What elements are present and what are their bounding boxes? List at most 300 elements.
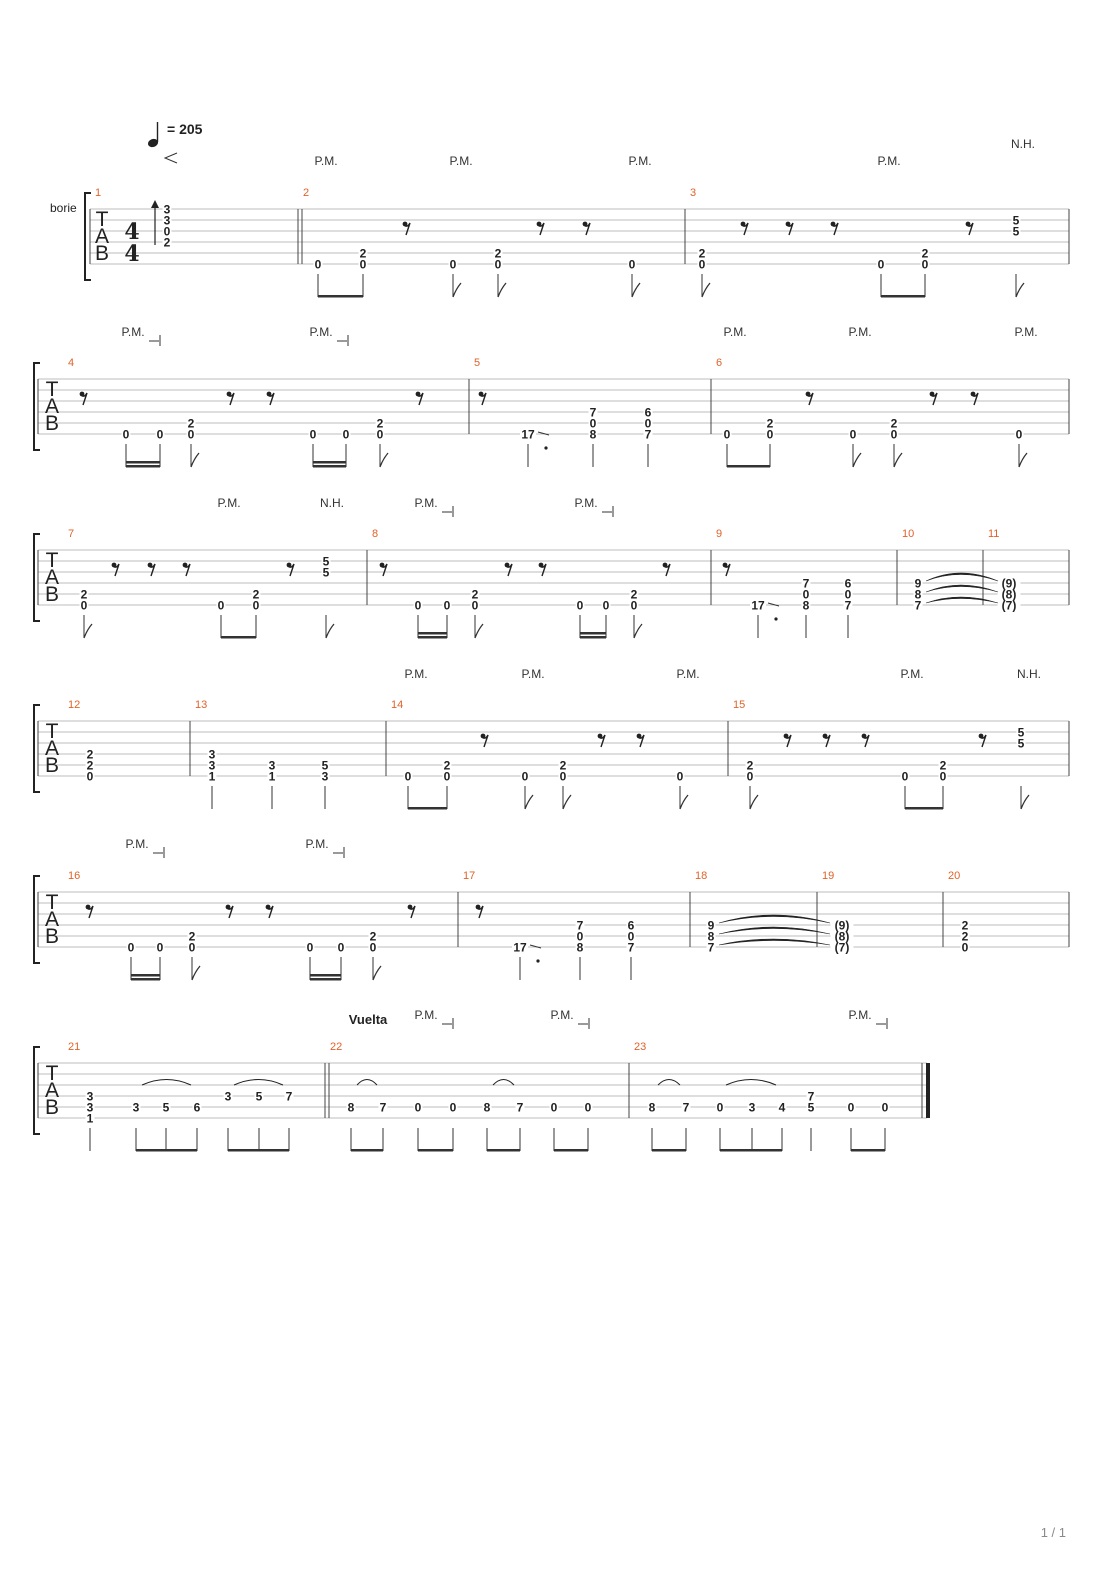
fret-number: 0 xyxy=(342,427,350,442)
fret-number: 2 xyxy=(494,246,502,261)
tab-clef-letter: T xyxy=(45,378,59,401)
slur-arc xyxy=(493,1080,514,1086)
eighth-rest-icon xyxy=(583,222,590,235)
measure-number: 15 xyxy=(733,699,746,711)
palm-mute-marker: P.M. xyxy=(574,496,598,510)
eighth-rest-icon xyxy=(112,563,119,576)
eighth-rest-icon xyxy=(537,222,544,235)
fret-number: 17 xyxy=(521,427,535,442)
tab-clef-letter: A xyxy=(44,566,60,589)
fret-number: 2 xyxy=(766,416,774,431)
slur-arc xyxy=(658,1080,680,1086)
fret-number: 8 xyxy=(589,427,597,442)
fret-number: (9) xyxy=(1001,576,1017,591)
fret-number: 4 xyxy=(778,1100,786,1115)
slur-arc xyxy=(357,1080,377,1086)
fret-number: 0 xyxy=(309,427,317,442)
natural-harmonic-marker: N.H. xyxy=(1017,667,1041,681)
fret-number: 2 xyxy=(376,416,384,431)
fret-number: 0 xyxy=(628,257,636,272)
fret-number: 0 xyxy=(877,257,885,272)
fret-number: 0 xyxy=(404,769,412,784)
measure-number: 20 xyxy=(948,870,961,882)
fret-number: 0 xyxy=(252,598,260,613)
eighth-rest-icon xyxy=(823,734,830,747)
note-beam xyxy=(487,1149,520,1152)
fret-number: 9 xyxy=(914,576,922,591)
palm-mute-marker: P.M. xyxy=(900,667,924,681)
palm-mute-marker: P.M. xyxy=(550,1008,574,1022)
note-flag xyxy=(563,795,571,809)
fret-number: 1 xyxy=(86,1111,94,1126)
measure-number: 5 xyxy=(474,357,481,369)
fret-number: 2 xyxy=(630,587,638,602)
fret-number: 0 xyxy=(187,427,195,442)
fret-number: 0 xyxy=(156,940,164,955)
fret-number: 5 xyxy=(162,1100,170,1115)
eighth-rest-icon xyxy=(287,563,294,576)
eighth-rest-icon xyxy=(784,734,791,747)
tab-clef-letter: B xyxy=(44,754,60,777)
palm-mute-marker: P.M. xyxy=(414,1008,438,1022)
palm-mute-marker: P.M. xyxy=(309,325,333,339)
measure-number: 3 xyxy=(690,187,697,199)
fret-number: 0 xyxy=(881,1100,889,1115)
fret-number: 2 xyxy=(559,758,567,773)
note-flag xyxy=(1021,795,1029,809)
dot-icon xyxy=(774,617,777,620)
tab-system xyxy=(34,705,1069,810)
fret-number: 0 xyxy=(766,427,774,442)
note-flag xyxy=(192,966,200,980)
fret-number: 0 xyxy=(471,598,479,613)
eighth-rest-icon xyxy=(227,392,234,405)
eighth-rest-icon xyxy=(267,392,274,405)
fret-number: 5 xyxy=(321,758,329,773)
final-bar-thick xyxy=(926,1063,930,1118)
system-bracket xyxy=(34,705,40,792)
fret-number: 0 xyxy=(939,769,947,784)
track-name: borie xyxy=(50,201,77,215)
fret-number: 0 xyxy=(337,940,345,955)
note-flag xyxy=(373,966,381,980)
tab-clef-letter: B xyxy=(94,242,110,265)
fret-number: 0 xyxy=(217,598,225,613)
eighth-rest-icon xyxy=(741,222,748,235)
fret-number: 0 xyxy=(449,1100,457,1115)
fret-number: 7 xyxy=(379,1100,387,1115)
tab-clef-letter: T xyxy=(45,1062,59,1085)
fret-number: 2 xyxy=(187,416,195,431)
fret-number: 0 xyxy=(802,587,810,602)
note-beam xyxy=(351,1149,383,1152)
fret-number: (8) xyxy=(834,929,850,944)
note-beam xyxy=(131,978,160,981)
measure-number: 22 xyxy=(330,1041,343,1053)
fret-number: 8 xyxy=(347,1100,355,1115)
note-beam xyxy=(881,295,925,298)
note-beam xyxy=(652,1149,686,1152)
measure-number: 16 xyxy=(68,870,81,882)
fret-number: 7 xyxy=(844,598,852,613)
eighth-rest-icon xyxy=(416,392,423,405)
eighth-rest-icon xyxy=(930,392,937,405)
fret-number: 7 xyxy=(516,1100,524,1115)
fret-number: 17 xyxy=(751,598,765,613)
palm-mute-marker: P.M. xyxy=(125,837,149,851)
eighth-rest-icon xyxy=(266,905,273,918)
crescendo-icon xyxy=(165,153,177,163)
fret-number: 0 xyxy=(676,769,684,784)
eighth-rest-icon xyxy=(80,392,87,405)
eighth-rest-icon xyxy=(380,563,387,576)
fret-number: 2 xyxy=(961,918,969,933)
note-flag xyxy=(525,795,533,809)
note-beam xyxy=(851,1149,885,1152)
palm-mute-marker: P.M. xyxy=(1014,325,1038,339)
fret-number: 2 xyxy=(163,235,171,250)
fret-number: 0 xyxy=(376,427,384,442)
time-signature-bottom: 4 xyxy=(124,241,140,267)
fret-number: 0 xyxy=(602,598,610,613)
tie-arc xyxy=(719,927,830,934)
tie-arc xyxy=(719,915,830,923)
fret-number: 7 xyxy=(285,1089,293,1104)
tempo-value: = 205 xyxy=(167,121,203,137)
eighth-rest-icon xyxy=(786,222,793,235)
slur-arc xyxy=(142,1080,191,1086)
tab-system xyxy=(34,876,1069,981)
fret-number: 1 xyxy=(268,769,276,784)
fret-number: 0 xyxy=(961,940,969,955)
note-beam xyxy=(727,465,770,468)
fret-number: 0 xyxy=(359,257,367,272)
fret-number: 0 xyxy=(584,1100,592,1115)
fret-number: 0 xyxy=(449,257,457,272)
tab-clef-letter: A xyxy=(44,908,60,931)
fret-number: 3 xyxy=(86,1089,94,1104)
fret-number: 0 xyxy=(306,940,314,955)
fret-number: 0 xyxy=(644,416,652,431)
fret-number: 8 xyxy=(802,598,810,613)
note-beam xyxy=(554,1149,588,1152)
fret-number: 8 xyxy=(648,1100,656,1115)
fret-number: (7) xyxy=(834,940,850,955)
fret-number: 0 xyxy=(314,257,322,272)
fret-number: 5 xyxy=(322,565,330,580)
eighth-rest-icon xyxy=(806,392,813,405)
fret-number: 7 xyxy=(644,427,652,442)
measure-number: 1 xyxy=(95,187,102,199)
strum-arrow-icon xyxy=(151,200,159,208)
fret-number: 0 xyxy=(576,929,584,944)
note-flag xyxy=(1016,283,1024,297)
eighth-rest-icon xyxy=(598,734,605,747)
fret-number: 3 xyxy=(163,213,171,228)
palm-mute-marker: P.M. xyxy=(314,154,338,168)
tab-clef-letter: A xyxy=(44,395,60,418)
fret-number: 0 xyxy=(414,598,422,613)
note-beam xyxy=(720,1149,782,1152)
note-beam-secondary xyxy=(580,632,606,635)
tempo-marking xyxy=(147,122,160,149)
note-flag xyxy=(750,795,758,809)
measure-number: 7 xyxy=(68,528,75,540)
fret-number: 0 xyxy=(122,427,130,442)
palm-mute-marker: P.M. xyxy=(676,667,700,681)
fret-number: 0 xyxy=(550,1100,558,1115)
tab-clef-letter: B xyxy=(44,583,60,606)
fret-number: 9 xyxy=(707,918,715,933)
eighth-rest-icon xyxy=(226,905,233,918)
fret-number: 7 xyxy=(802,576,810,591)
measure-number: 18 xyxy=(695,870,708,882)
fret-number: 2 xyxy=(252,587,260,602)
palm-mute-marker: P.M. xyxy=(121,325,145,339)
note-flag xyxy=(84,624,92,638)
fret-number: 8 xyxy=(576,940,584,955)
measure-number: 23 xyxy=(634,1041,647,1053)
measure-number: 6 xyxy=(716,357,723,369)
eighth-rest-icon xyxy=(637,734,644,747)
fret-number: 3 xyxy=(132,1100,140,1115)
note-flag xyxy=(632,283,640,297)
fret-number: 5 xyxy=(1012,224,1020,239)
fret-number: 6 xyxy=(627,918,635,933)
note-beam xyxy=(318,295,363,298)
eighth-rest-icon xyxy=(148,563,155,576)
tab-clef-letter: B xyxy=(44,412,60,435)
slur-arc xyxy=(234,1080,283,1086)
fret-number: 0 xyxy=(890,427,898,442)
eighth-rest-icon xyxy=(663,563,670,576)
measure-number: 11 xyxy=(988,528,1000,540)
note-flag xyxy=(498,283,506,297)
fret-number: 0 xyxy=(80,598,88,613)
palm-mute-marker: P.M. xyxy=(521,667,545,681)
note-beam xyxy=(310,978,341,981)
fret-number: 2 xyxy=(369,929,377,944)
tie-arc xyxy=(719,939,830,945)
measure-number: 14 xyxy=(391,699,404,711)
fret-number: 6 xyxy=(193,1100,201,1115)
fret-number: 1 xyxy=(208,769,216,784)
palm-mute-marker: P.M. xyxy=(449,154,473,168)
fret-number: 0 xyxy=(127,940,135,955)
eighth-rest-icon xyxy=(831,222,838,235)
tab-system xyxy=(85,193,1069,298)
note-flag xyxy=(1019,453,1027,467)
tab-clef-letter: B xyxy=(44,925,60,948)
fret-number: 0 xyxy=(844,587,852,602)
note-flag xyxy=(680,795,688,809)
eighth-rest-icon xyxy=(86,905,93,918)
note-beam-secondary xyxy=(310,974,341,977)
fret-number: 0 xyxy=(630,598,638,613)
palm-mute-marker: P.M. xyxy=(217,496,241,510)
fret-number: 0 xyxy=(627,929,635,944)
eighth-rest-icon xyxy=(971,392,978,405)
note-beam xyxy=(221,636,256,639)
fret-number: 5 xyxy=(255,1089,263,1104)
system-bracket xyxy=(34,363,40,450)
palm-mute-marker: P.M. xyxy=(848,1008,872,1022)
fret-number: 0 xyxy=(723,427,731,442)
fret-number: 7 xyxy=(589,405,597,420)
tab-system xyxy=(34,363,1069,468)
note-flag xyxy=(191,453,199,467)
eighth-rest-icon xyxy=(403,222,410,235)
fret-number: 0 xyxy=(86,769,94,784)
note-beam-secondary xyxy=(313,461,346,464)
note-beam xyxy=(136,1149,197,1152)
note-beam xyxy=(905,807,943,810)
fret-number: 2 xyxy=(86,747,94,762)
fret-number: 3 xyxy=(208,747,216,762)
fret-number: 0 xyxy=(698,257,706,272)
tab-clef-letter: T xyxy=(45,549,59,572)
fret-number: 0 xyxy=(443,769,451,784)
fret-number: 5 xyxy=(1017,725,1025,740)
measure-number: 10 xyxy=(902,528,915,540)
palm-mute-marker: P.M. xyxy=(305,837,329,851)
fret-number: 0 xyxy=(369,940,377,955)
tie-arc xyxy=(926,585,998,592)
fret-number: 17 xyxy=(513,940,527,955)
fret-number: 5 xyxy=(322,554,330,569)
fret-number: 5 xyxy=(807,1100,815,1115)
fret-number: 7 xyxy=(914,598,922,613)
note-beam xyxy=(408,807,447,810)
note-flag xyxy=(380,453,388,467)
fret-number: 0 xyxy=(746,769,754,784)
eighth-rest-icon xyxy=(505,563,512,576)
fret-number: (7) xyxy=(1001,598,1017,613)
fret-number: 7 xyxy=(627,940,635,955)
fret-number: 8 xyxy=(483,1100,491,1115)
fret-number: 0 xyxy=(921,257,929,272)
palm-mute-marker: P.M. xyxy=(877,154,901,168)
fret-number: 0 xyxy=(576,598,584,613)
tab-clef-letter: T xyxy=(45,720,59,743)
fret-number: 3 xyxy=(163,202,171,217)
eighth-rest-icon xyxy=(481,734,488,747)
fret-number: 0 xyxy=(559,769,567,784)
fret-number: 2 xyxy=(921,246,929,261)
fret-number: 5 xyxy=(1012,213,1020,228)
note-flag xyxy=(326,624,334,638)
fret-number: 8 xyxy=(914,587,922,602)
note-beam xyxy=(418,636,447,639)
fret-number: 0 xyxy=(849,427,857,442)
fret-number: 2 xyxy=(746,758,754,773)
fret-number: 2 xyxy=(698,246,706,261)
fret-number: 0 xyxy=(901,769,909,784)
fret-number: 8 xyxy=(707,929,715,944)
note-beam-secondary xyxy=(131,974,160,977)
dot-icon xyxy=(536,959,539,962)
fret-number: 2 xyxy=(939,758,947,773)
fret-number: 3 xyxy=(321,769,329,784)
fret-number: 0 xyxy=(716,1100,724,1115)
system-bracket xyxy=(34,876,40,963)
palm-mute-marker: P.M. xyxy=(723,325,747,339)
note-beam-secondary xyxy=(126,461,160,464)
note-flag xyxy=(634,624,642,638)
time-signature-top: 4 xyxy=(124,219,140,245)
fret-number: (9) xyxy=(834,918,850,933)
system-bracket xyxy=(34,1047,40,1134)
note-beam-secondary xyxy=(418,632,447,635)
fret-number: 0 xyxy=(847,1100,855,1115)
section-label: Vuelta xyxy=(348,1012,388,1027)
fret-number: 0 xyxy=(521,769,529,784)
measure-number: 8 xyxy=(372,528,379,540)
tab-clef-letter: A xyxy=(44,737,60,760)
tab-clef-letter: T xyxy=(95,208,109,231)
tab-clef-letter: A xyxy=(94,225,110,248)
fret-number: (8) xyxy=(1001,587,1017,602)
dot-icon xyxy=(544,446,547,449)
tie-arc xyxy=(926,597,998,603)
palm-mute-marker: P.M. xyxy=(414,496,438,510)
page-number: 1 / 1 xyxy=(1040,1525,1066,1540)
fret-number: 3 xyxy=(208,758,216,773)
fret-number: 7 xyxy=(576,918,584,933)
fret-number: 0 xyxy=(1015,427,1023,442)
note-beam xyxy=(313,465,346,468)
fret-number: 2 xyxy=(443,758,451,773)
eighth-rest-icon xyxy=(979,734,986,747)
note-beam xyxy=(228,1149,289,1152)
note-beam xyxy=(126,465,160,468)
fret-number: 5 xyxy=(1017,736,1025,751)
fret-number: 0 xyxy=(443,598,451,613)
palm-mute-marker: P.M. xyxy=(848,325,872,339)
eighth-rest-icon xyxy=(183,563,190,576)
natural-harmonic-marker: N.H. xyxy=(320,496,344,510)
eighth-rest-icon xyxy=(966,222,973,235)
eighth-rest-icon xyxy=(723,563,730,576)
fret-number: 2 xyxy=(961,929,969,944)
note-flag xyxy=(853,453,861,467)
measure-number: 13 xyxy=(195,699,208,711)
note-flag xyxy=(702,283,710,297)
fret-number: 7 xyxy=(682,1100,690,1115)
eighth-rest-icon xyxy=(862,734,869,747)
palm-mute-marker: P.M. xyxy=(404,667,428,681)
slur-arc xyxy=(726,1080,776,1086)
note-beam xyxy=(418,1149,453,1152)
eighth-rest-icon xyxy=(539,563,546,576)
measure-number: 2 xyxy=(303,187,310,199)
tab-clef-letter: B xyxy=(44,1096,60,1119)
tab-clef-letter: T xyxy=(45,891,59,914)
eighth-rest-icon xyxy=(408,905,415,918)
measure-number: 19 xyxy=(822,870,835,882)
fret-number: 0 xyxy=(494,257,502,272)
palm-mute-marker: P.M. xyxy=(628,154,652,168)
fret-number: 3 xyxy=(86,1100,94,1115)
fret-number: 3 xyxy=(224,1089,232,1104)
fret-number: 3 xyxy=(268,758,276,773)
note-beam xyxy=(580,636,606,639)
fret-number: 2 xyxy=(86,758,94,773)
fret-number: 2 xyxy=(359,246,367,261)
fret-number: 2 xyxy=(188,929,196,944)
fret-number: 6 xyxy=(844,576,852,591)
note-flag xyxy=(475,624,483,638)
